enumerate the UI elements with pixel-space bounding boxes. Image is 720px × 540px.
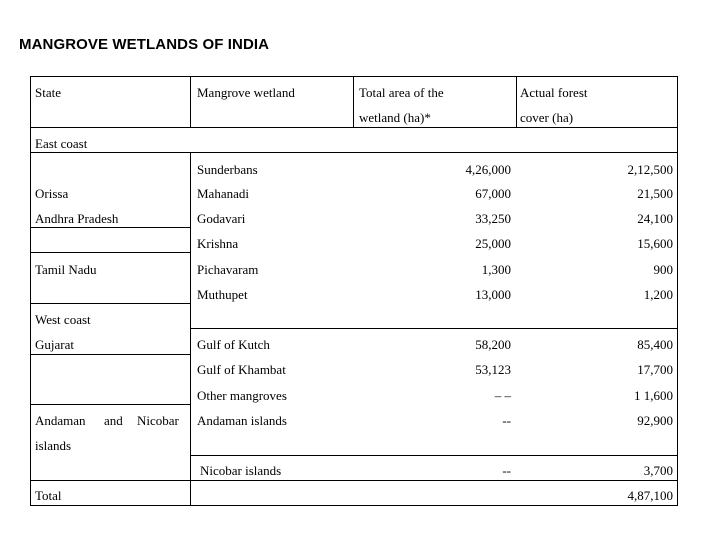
forest-cell: 900 <box>653 262 673 277</box>
forest-cell: 1,200 <box>643 287 673 302</box>
wetland-cell: Andaman islands <box>197 413 287 428</box>
area-cell: 58,200 <box>475 337 511 352</box>
state-cell-andaman: Andaman <box>35 413 86 428</box>
forest-cell: 3,700 <box>643 463 673 478</box>
state-cell-islands: islands <box>35 438 72 453</box>
state-cell: Tamil Nadu <box>35 262 97 277</box>
forest-cell: 92,900 <box>637 413 673 428</box>
wetland-cell: Muthupet <box>197 287 248 302</box>
state-cell: Andhra Pradesh <box>35 211 119 226</box>
area-cell: 33,250 <box>475 211 511 226</box>
forest-cell: 15,600 <box>637 236 673 251</box>
total-forest-value: 4,87,100 <box>627 488 673 503</box>
wetland-cell: Godavari <box>197 211 246 226</box>
state-cell: Orissa <box>35 186 69 201</box>
wetland-cell: Nicobar islands <box>200 463 282 478</box>
forest-cell: 2,12,500 <box>627 162 673 177</box>
total-label: Total <box>35 488 62 503</box>
area-cell: 1,300 <box>481 262 511 277</box>
forest-cell: 85,400 <box>637 337 673 352</box>
wetland-cell: Pichavaram <box>197 262 259 277</box>
wetland-cell: Sunderbans <box>197 162 258 177</box>
state-cell: Gujarat <box>35 337 74 352</box>
state-cell-and: and <box>104 413 123 428</box>
wetland-cell: Mahanadi <box>197 186 249 201</box>
header-total-area-line2: wetland (ha)* <box>359 110 431 125</box>
forest-cell: 21,500 <box>637 186 673 201</box>
area-cell: 4,26,000 <box>465 162 511 177</box>
wetland-cell: Krishna <box>197 236 239 251</box>
header-state: State <box>35 85 61 100</box>
area-cell: 25,000 <box>475 236 511 251</box>
wetland-cell: Other mangroves <box>197 388 287 403</box>
forest-cell: 24,100 <box>637 211 673 226</box>
header-mangrove-wetland: Mangrove wetland <box>197 85 295 100</box>
wetland-cell: Gulf of Kutch <box>197 337 270 352</box>
forest-cell: 17,700 <box>637 362 673 377</box>
area-cell: -- <box>502 413 511 428</box>
state-cell-nicobar: Nicobar <box>137 413 179 428</box>
header-forest-cover-line1: Actual forest <box>520 85 588 100</box>
header-forest-cover-line2: cover (ha) <box>520 110 574 125</box>
wetland-cell: Gulf of Khambat <box>197 362 286 377</box>
area-cell: 67,000 <box>475 186 511 201</box>
section-east-coast: East coast <box>35 136 88 151</box>
area-cell: 53,123 <box>475 362 511 377</box>
header-total-area-line1: Total area of the <box>359 85 444 100</box>
section-west-coast: West coast <box>35 312 91 327</box>
forest-cell: 1 1,600 <box>634 388 673 403</box>
page-title: MANGROVE WETLANDS OF INDIA <box>19 36 270 53</box>
area-cell: 13,000 <box>475 287 511 302</box>
area-cell: – – <box>494 388 511 403</box>
area-cell: -- <box>502 463 511 478</box>
